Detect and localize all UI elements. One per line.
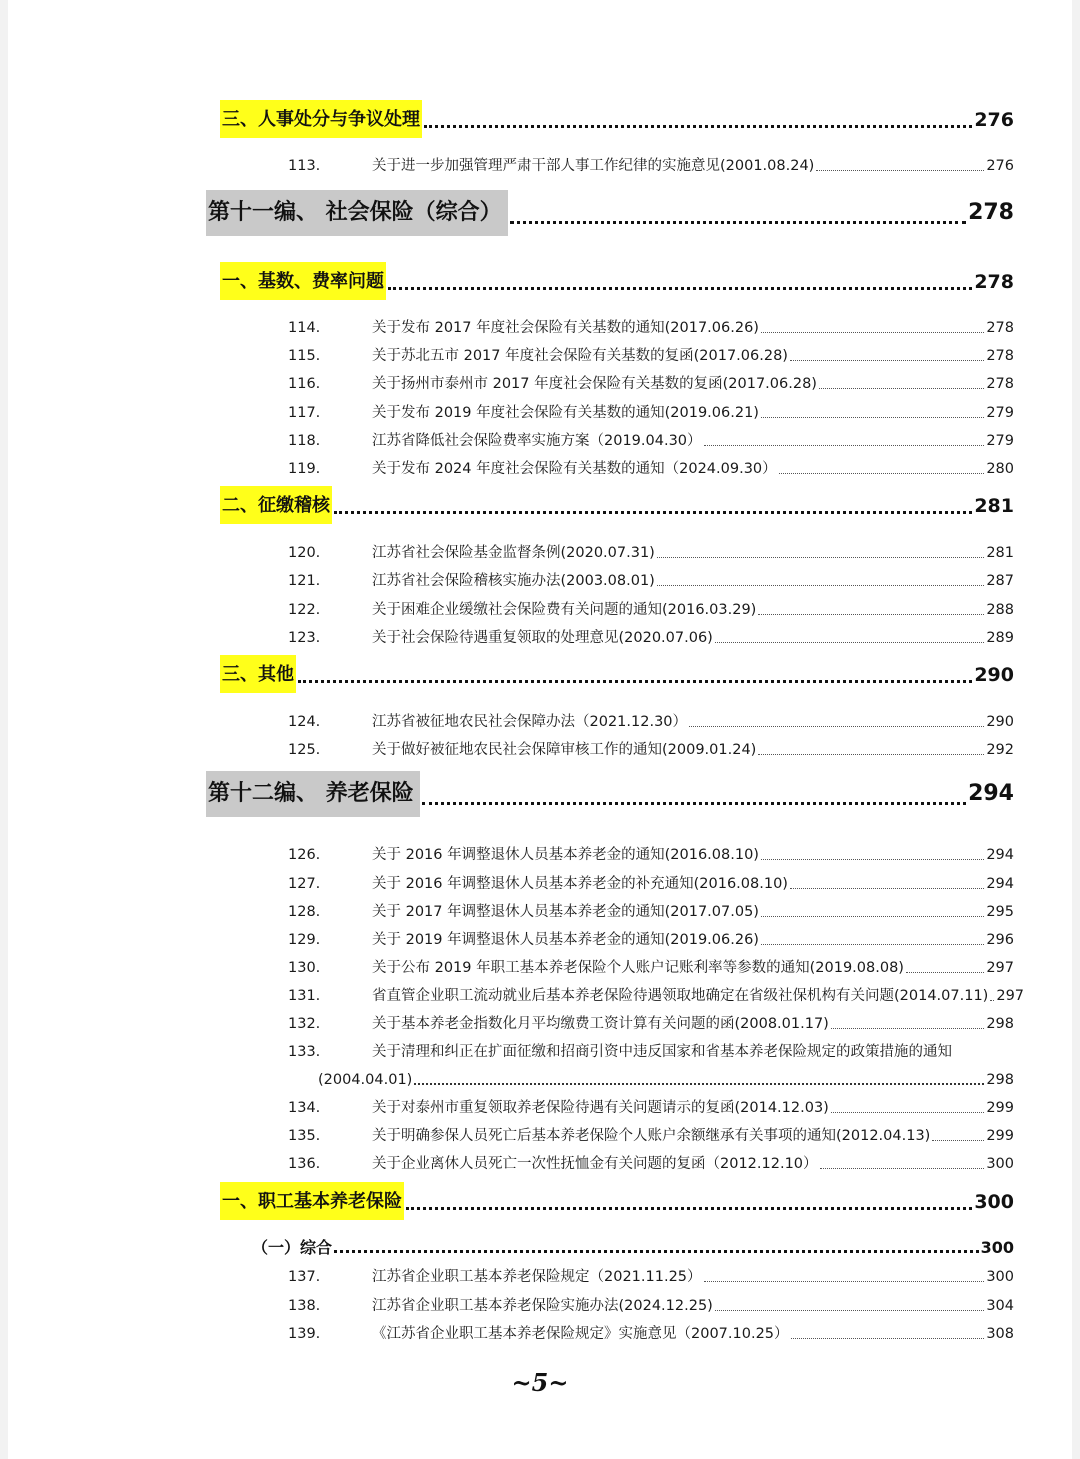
dot-leader [424,125,972,128]
entry-page-number: 280 [986,461,1014,477]
table-of-contents [8,0,1072,1459]
entry-page-number: 294 [986,876,1014,892]
toc-subsection[interactable] [252,1237,1014,1259]
dot-leader [819,388,984,389]
dot-leader [715,642,984,643]
entry-page-number: 278 [986,376,1014,392]
entry-number: 126. [288,847,321,863]
toc-entry[interactable] [288,1126,1014,1146]
entry-page-number: 278 [986,348,1014,364]
page-number-footer: ~5~ [511,1368,569,1397]
entry-title: 关于 2016 年调整退休人员基本养老金的通知(2016.08.10) [372,847,759,863]
entry-page-number: 294 [986,847,1014,863]
dot-leader [779,473,985,474]
toc-entry[interactable] [288,1098,1014,1118]
section-title: 一、基数、费率问题 [220,262,386,300]
entry-page-number: 299 [986,1100,1014,1116]
dot-leader [388,287,972,290]
dot-leader [689,726,984,727]
section-page-number: 278 [974,271,1014,293]
entry-title: 江苏省降低社会保险费率实施方案（2019.04.30） [372,433,702,449]
chapter-title: 第十二编、 养老保险 [206,771,420,817]
entry-number: 139. [288,1326,321,1342]
toc-entry[interactable] [288,1042,952,1062]
entry-title: 江苏省企业职工基本养老保险实施办法(2024.12.25) [372,1298,713,1314]
entry-title: 关于 2017 年调整退休人员基本养老金的通知(2017.07.05) [372,904,759,920]
entry-page-number: 299 [986,1128,1014,1144]
entry-title-continued: (2004.04.01) [318,1072,413,1088]
dot-leader [758,754,984,755]
entry-page-number: 304 [986,1298,1014,1314]
dot-leader [422,802,966,805]
dot-leader [831,1112,984,1113]
entry-number: 134. [288,1100,321,1116]
entry-page-number: 296 [986,932,1014,948]
entry-page-number: 297 [986,960,1014,976]
entry-page-number: 295 [986,904,1014,920]
section-page-number: 281 [974,495,1014,517]
dot-leader [715,1310,984,1311]
entry-number: 138. [288,1298,321,1314]
dot-leader [657,557,984,558]
toc-entry[interactable] [288,1296,1014,1316]
section-page-number: 290 [974,664,1014,686]
document-page [8,0,1072,1459]
entry-number: 115. [288,348,321,364]
toc-entry[interactable] [288,986,1025,1006]
dot-leader [298,680,972,683]
entry-title: 关于进一步加强管理严肃干部人事工作纪律的实施意见(2001.08.24) [372,158,815,174]
dot-leader [761,859,984,860]
toc-entry[interactable] [288,1014,1014,1034]
dot-leader [791,1338,985,1339]
toc-entry[interactable] [288,874,1014,894]
dot-leader [761,417,984,418]
toc-entry[interactable] [288,628,1014,648]
entry-title: 关于困难企业缓缴社会保险费有关问题的通知(2016.03.29) [372,602,757,618]
section-title: 二、征缴稽核 [220,486,332,524]
dot-leader [990,1000,994,1001]
entry-number: 135. [288,1128,321,1144]
toc-entry[interactable] [288,845,1014,865]
entry-number: 123. [288,630,321,646]
dot-leader [820,1168,985,1169]
dot-leader [906,972,984,973]
dot-leader [334,511,972,514]
entry-title: 关于基本养老金指数化月平均缴费工资计算有关问题的函(2008.01.17) [372,1016,829,1032]
entry-number: 114. [288,320,321,336]
entry-title: 江苏省社会保险基金监督条例(2020.07.31) [372,545,655,561]
subsection-page-number: 300 [980,1238,1014,1257]
entry-title: 关于对泰州市重复领取养老保险待遇有关问题请示的复函(2014.12.03) [372,1100,829,1116]
toc-entry-continuation[interactable] [318,1070,1014,1090]
toc-entry[interactable] [288,459,1014,479]
dot-leader [816,170,984,171]
entry-page-number: 300 [986,1269,1014,1285]
toc-entry[interactable] [288,930,1014,950]
entry-title: 关于扬州市泰州市 2017 年度社会保险有关基数的复函(2017.06.28) [372,376,817,392]
entry-title: 关于发布 2017 年度社会保险有关基数的通知(2017.06.26) [372,320,759,336]
toc-entry[interactable] [288,403,1014,423]
entry-title: 关于清理和纠正在扩面征缴和招商引资中违反国家和省基本养老保险规定的政策措施的通知 [372,1044,952,1060]
toc-entry[interactable] [288,571,1014,591]
toc-entry[interactable] [288,712,1014,732]
dot-leader [657,585,984,586]
entry-number: 127. [288,876,321,892]
entry-page-number: 300 [986,1156,1014,1172]
entry-title: 关于发布 2019 年度社会保险有关基数的通知(2019.06.21) [372,405,759,421]
entry-page-number: 288 [986,602,1014,618]
toc-entry[interactable] [288,346,1014,366]
entry-title: 关于苏北五市 2017 年度社会保险有关基数的复函(2017.06.28) [372,348,788,364]
entry-title: 关于明确参保人员死亡后基本养老保险个人账户余额继承有关事项的通知(2012.04.13) [372,1128,931,1144]
toc-entry[interactable] [288,1324,1014,1344]
entry-page-number: 279 [986,405,1014,421]
section-page-number: 276 [974,109,1014,131]
subsection-title: （一）综合 [252,1238,333,1257]
entry-page-number: 279 [986,433,1014,449]
dot-leader [510,221,966,224]
entry-number: 129. [288,932,321,948]
entry-number: 116. [288,376,321,392]
entry-page-number: 278 [986,320,1014,336]
entry-number: 133. [288,1044,321,1060]
section-title: 三、人事处分与争议处理 [220,100,422,138]
dot-leader [761,332,984,333]
entry-title: 省直管企业职工流动就业后基本养老保险待遇领取地确定在省级社保机构有关问题(2014.07.11) [372,988,989,1004]
dot-leader [790,360,984,361]
entry-page-number: 290 [986,714,1014,730]
entry-title: 关于 2016 年调整退休人员基本养老金的补充通知(2016.08.10) [372,876,788,892]
entry-page-number: 287 [986,573,1014,589]
dot-leader [704,1281,985,1282]
entry-number: 119. [288,461,321,477]
dot-leader [761,944,984,945]
entry-page-number: 298 [986,1072,1014,1088]
toc-section[interactable] [220,1182,1014,1220]
entry-number: 131. [288,988,321,1004]
entry-page-number: 289 [986,630,1014,646]
dot-leader [334,1250,979,1253]
toc-entry[interactable] [288,431,1014,451]
toc-section[interactable] [220,100,1014,138]
entry-number: 132. [288,1016,321,1032]
toc-section[interactable] [220,262,1014,300]
entry-number: 113. [288,158,321,174]
dot-leader [790,888,984,889]
entry-number: 124. [288,714,321,730]
entry-number: 117. [288,405,321,421]
entry-number: 128. [288,904,321,920]
entry-title: 江苏省被征地农民社会保障办法（2021.12.30） [372,714,688,730]
dot-leader [704,445,985,446]
dot-leader [831,1028,984,1029]
toc-entry[interactable] [288,374,1014,394]
entry-title: 关于公布 2019 年职工基本养老保险个人账户记账利率等参数的通知(2019.08.08) [372,960,904,976]
entry-title: 江苏省企业职工基本养老保险规定（2021.11.25） [372,1269,702,1285]
entry-page-number: 292 [986,742,1014,758]
entry-title: 关于企业离休人员死亡一次性抚恤金有关问题的复函（2012.12.10） [372,1156,818,1172]
section-title: 一、职工基本养老保险 [220,1182,404,1220]
entry-page-number: 308 [986,1326,1014,1342]
section-page-number: 300 [974,1191,1014,1213]
section-title: 三、其他 [220,655,296,693]
entry-number: 120. [288,545,321,561]
chapter-title: 第十一编、 社会保险（综合） [206,190,508,236]
dot-leader [932,1140,984,1141]
entry-page-number: 276 [986,158,1014,174]
toc-entry[interactable] [288,1267,1014,1287]
entry-title: 关于做好被征地农民社会保障审核工作的通知(2009.01.24) [372,742,757,758]
dot-leader [758,614,984,615]
entry-page-number: 297 [996,988,1025,1004]
toc-entry[interactable] [288,600,1014,620]
entry-page-number: 281 [986,545,1014,561]
entry-page-number: 298 [986,1016,1014,1032]
toc-chapter[interactable] [206,190,1014,236]
toc-entry[interactable] [288,958,1014,978]
toc-entry[interactable] [288,1154,1014,1174]
entry-title: 江苏省社会保险稽核实施办法(2003.08.01) [372,573,655,589]
toc-entry[interactable] [288,740,1014,760]
entry-number: 121. [288,573,321,589]
entry-number: 136. [288,1156,321,1172]
entry-number: 122. [288,602,321,618]
chapter-page-number: 294 [968,781,1014,806]
entry-number: 130. [288,960,321,976]
entry-title: 关于发布 2024 年度社会保险有关基数的通知（2024.09.30） [372,461,777,477]
entry-title: 《江苏省企业职工基本养老保险规定》实施意见（2007.10.25） [372,1326,789,1342]
entry-number: 137. [288,1269,321,1285]
entry-title: 关于 2019 年调整退休人员基本养老金的通知(2019.06.26) [372,932,759,948]
toc-entry[interactable] [288,902,1014,922]
chapter-page-number: 278 [968,200,1014,225]
entry-number: 118. [288,433,321,449]
toc-section[interactable] [220,655,1014,693]
dot-leader [406,1207,972,1210]
toc-entry[interactable] [288,318,1014,338]
toc-section[interactable] [220,486,1014,524]
toc-chapter[interactable] [206,771,1014,817]
dot-leader [414,1083,984,1085]
entry-number: 125. [288,742,321,758]
entry-title: 关于社会保险待遇重复领取的处理意见(2020.07.06) [372,630,713,646]
toc-entry[interactable] [288,543,1014,563]
toc-entry[interactable] [288,156,1014,176]
dot-leader [761,916,984,917]
